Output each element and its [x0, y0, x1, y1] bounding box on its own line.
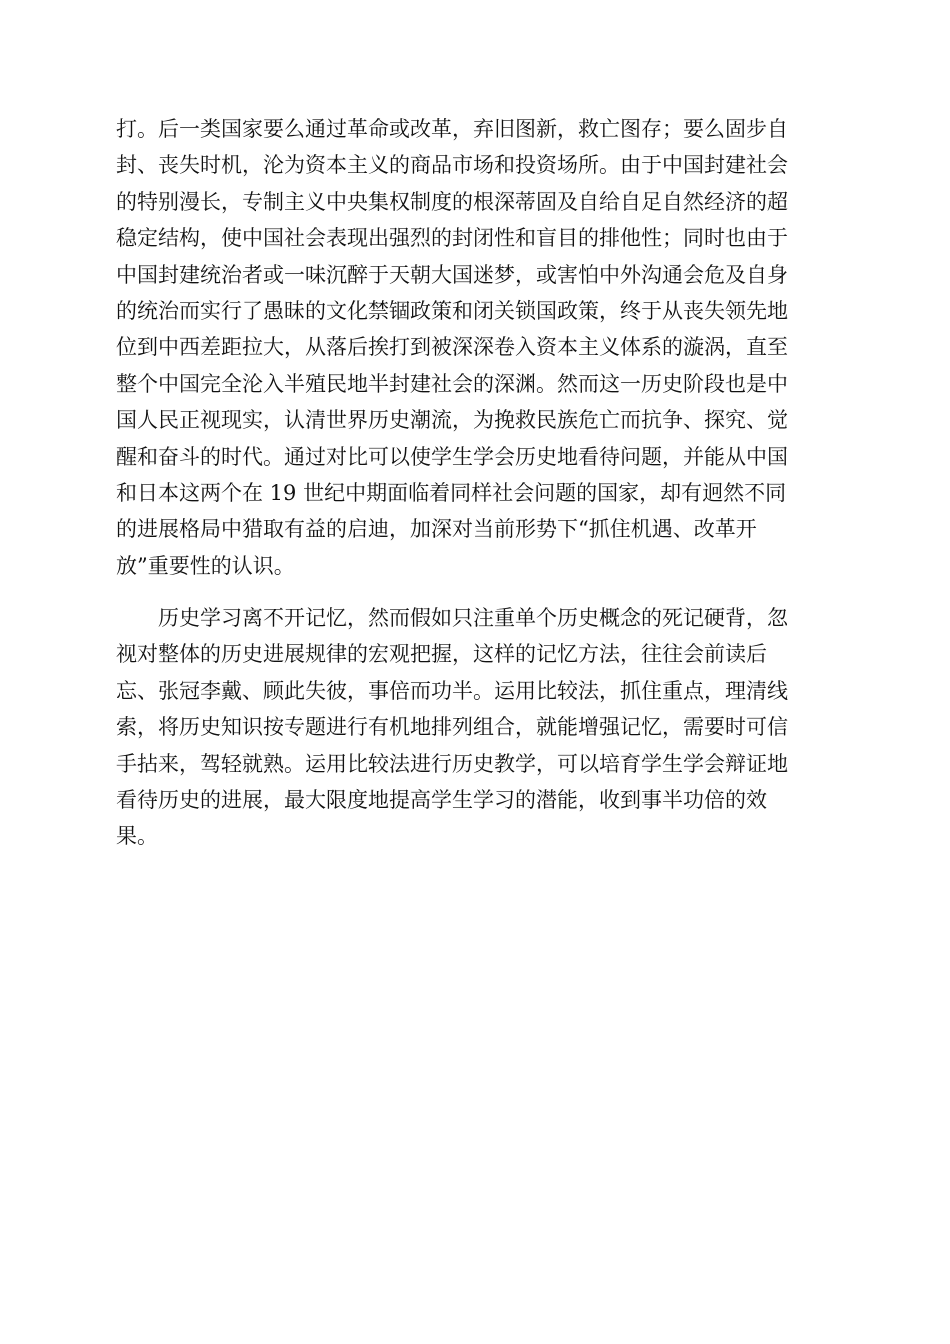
text-line: 果。 — [116, 824, 158, 849]
text-line: 稳定结构，使中国社会表现出强烈的封闭性和盲目的排他性；同时也由于 — [116, 226, 788, 251]
text-line: 和日本这两个在 19 世纪中期面临着同样社会问题的国家，却有迥然不同 — [116, 480, 787, 505]
paragraph-2 — [116, 600, 834, 855]
paragraph-1 — [116, 111, 834, 584]
text-line: 国人民正视现实，认清世界历史潮流，为挽救民族危亡而抗争、探究、觉 — [116, 408, 788, 433]
text-line: 的统治而实行了愚昧的文化禁锢政策和闭关锁国政策，终于从丧失领先地 — [116, 298, 788, 323]
text-line: 历史学习离不开记忆，然而假如只注重单个历史概念的死记硬背，忽 — [116, 606, 788, 631]
text-line: 的进展格局中猎取有益的启迪，加深对当前形势下“抓住机遇、改革开 — [116, 517, 757, 542]
document-body — [116, 111, 834, 855]
text-line: 封、丧失时机，沦为资本主义的商品市场和投资场所。由于中国封建社会 — [116, 153, 788, 178]
text-line: 手拈来，驾轻就熟。运用比较法进行历史教学，可以培育学生学会辩证地 — [116, 751, 788, 776]
text-line: 整个中国完全沦入半殖民地半封建社会的深渊。然而这一历史阶段也是中 — [116, 371, 788, 396]
text-line: 醒和奋斗的时代。通过对比可以使学生学会历史地看待问题，并能从中国 — [116, 444, 788, 469]
text-line: 的特别漫长，专制主义中央集权制度的根深蒂固及自给自足自然经济的超 — [116, 189, 788, 214]
text-line: 放”重要性的认识。 — [116, 553, 295, 578]
paragraph-spacer — [116, 584, 834, 600]
text-line: 视对整体的历史进展规律的宏观把握，这样的记忆方法，往往会前读后 — [116, 642, 767, 667]
text-line: 位到中西差距拉大，从落后挨打到被深深卷入资本主义体系的漩涡，直至 — [116, 335, 788, 360]
text-line: 打。后一类国家要么通过革命或改革，弃旧图新，救亡图存；要么固步自 — [116, 117, 788, 141]
text-line: 看待历史的进展，最大限度地提高学生学习的潜能，收到事半功倍的效 — [116, 788, 767, 813]
text-line: 忘、张冠李戴、顾此失彼，事倍而功半。运用比较法，抓住重点，理清线 — [116, 678, 788, 703]
text-line: 索，将历史知识按专题进行有机地排列组合，就能增强记忆，需要时可信 — [116, 715, 788, 740]
text-line: 中国封建统治者或一味沉醉于天朝大国迷梦，或害怕中外沟通会危及自身 — [116, 262, 788, 287]
